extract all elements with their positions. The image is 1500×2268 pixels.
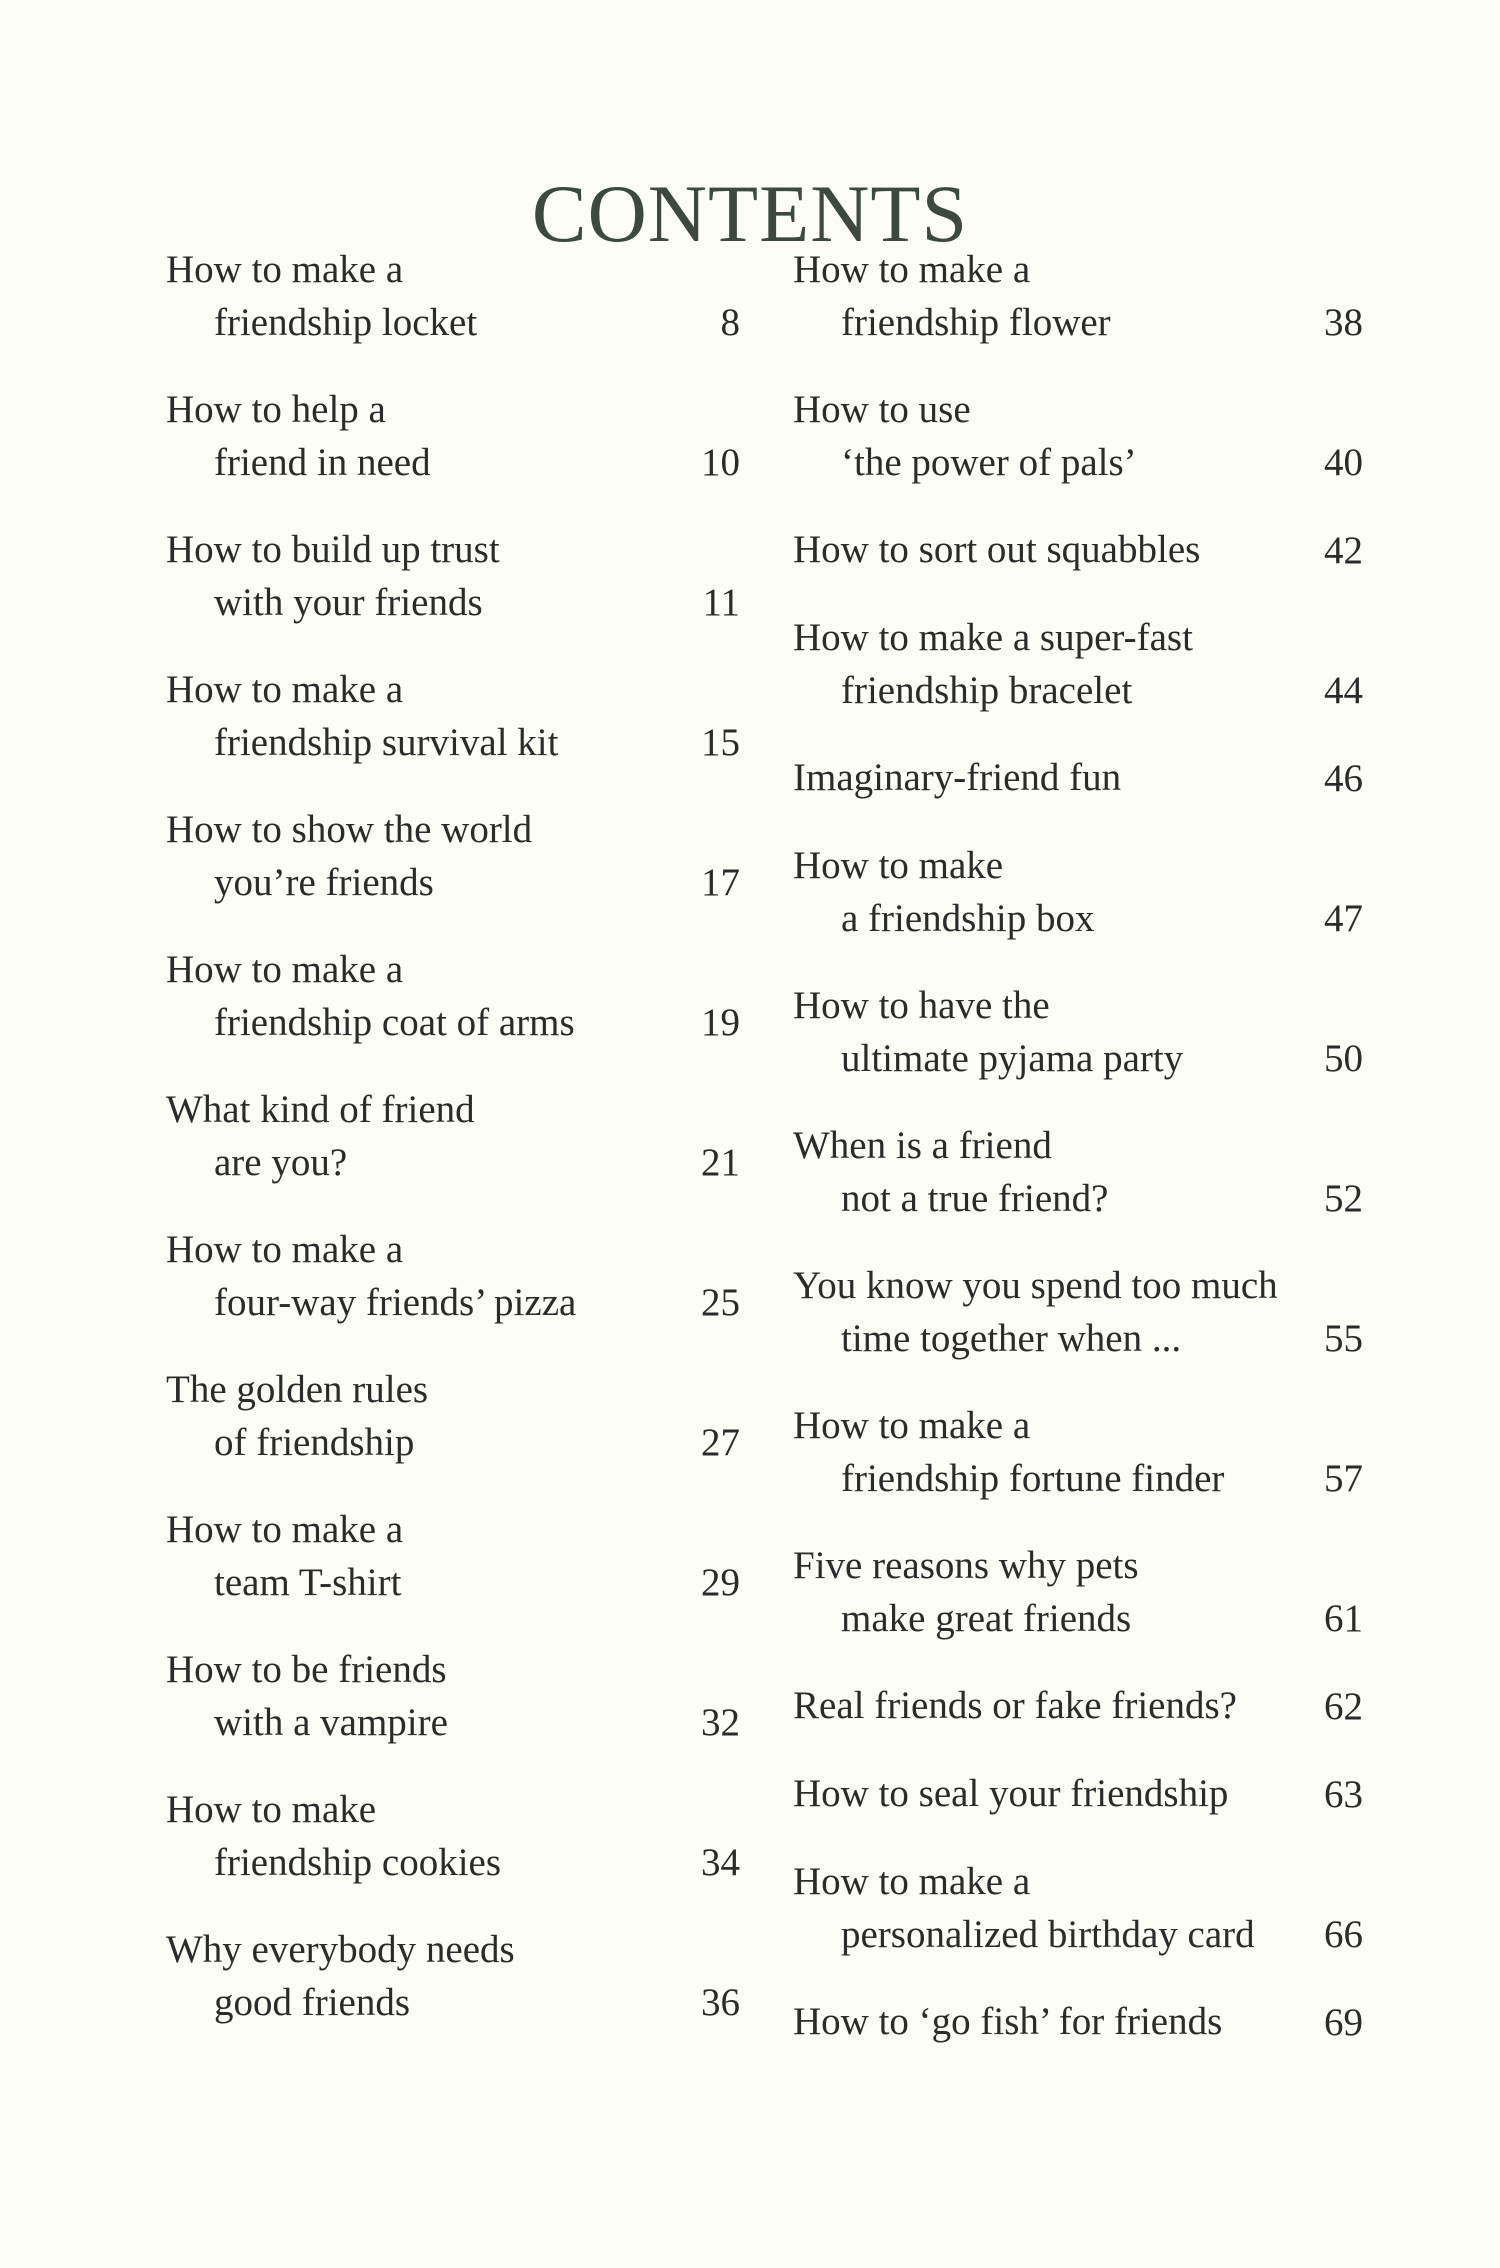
toc-entry <box>166 1924 740 2064</box>
toc-page-number: 8 <box>720 300 740 344</box>
toc-entry <box>793 1120 1363 1260</box>
toc-entry-title-line1: Imaginary-friend fun <box>793 756 1122 799</box>
contents-right-column <box>793 244 1363 2084</box>
toc-entry-title-line2: are you? <box>214 1140 348 1184</box>
toc-entry <box>166 944 740 1084</box>
toc-page-number: 46 <box>1324 756 1363 800</box>
toc-page-number: 66 <box>1324 1912 1363 1956</box>
toc-entry <box>166 1644 740 1784</box>
contents-left-column <box>166 244 740 2064</box>
toc-entry-title-line1: How to make a <box>166 1228 404 1271</box>
toc-page-number: 55 <box>1324 1316 1363 1360</box>
toc-page-number: 36 <box>701 1980 740 2024</box>
toc-entry-title-line1: How to make a <box>793 248 1031 291</box>
toc-entry-title-line1: You know you spend too much <box>793 1264 1278 1307</box>
toc-entry-title-line2: four-way friends’ pizza <box>214 1280 577 1324</box>
page-title: CONTENTS <box>531 167 969 259</box>
toc-entry <box>166 1504 740 1644</box>
toc-entry-title-line2: with your friends <box>214 580 483 624</box>
toc-page-number: 52 <box>1324 1176 1363 1220</box>
toc-page-number: 50 <box>1324 1036 1363 1080</box>
toc-page-number: 27 <box>701 1420 740 1464</box>
toc-entry <box>166 1784 740 1924</box>
toc-entry <box>793 752 1363 840</box>
toc-entry-title-line1: How to make a <box>166 248 404 291</box>
toc-entry <box>793 1768 1363 1856</box>
toc-entry <box>793 384 1363 524</box>
toc-entry-title-line2: with a vampire <box>214 1700 448 1744</box>
toc-page-number: 17 <box>701 860 740 904</box>
toc-entry <box>793 524 1363 612</box>
toc-entry-title-line2: of friendship <box>214 1420 415 1464</box>
toc-page-number: 57 <box>1324 1456 1363 1500</box>
toc-entry-title-line1: Why everybody needs <box>166 1928 515 1971</box>
toc-entry-title-line2: good friends <box>214 1980 411 2024</box>
toc-entry-title-line1: How to have the <box>793 984 1050 1027</box>
toc-page-number: 10 <box>701 440 740 484</box>
toc-entry-title-line2: friendship coat of arms <box>214 1000 575 1044</box>
toc-page-number: 15 <box>701 720 740 764</box>
toc-entry-title-line2: friendship locket <box>214 300 478 344</box>
toc-entry-title-line2: time together when ... <box>841 1316 1182 1360</box>
toc-entry <box>793 1400 1363 1540</box>
toc-page-number: 19 <box>701 1000 740 1044</box>
toc-entry-title-line1: How to make a <box>166 948 404 991</box>
toc-entry-title-line2: friend in need <box>214 440 431 484</box>
toc-entry-title-line2: not a true friend? <box>841 1176 1109 1220</box>
toc-page-number: 61 <box>1324 1596 1363 1640</box>
toc-entry-title-line2: friendship fortune finder <box>841 1456 1225 1500</box>
toc-entry-title-line1: The golden rules <box>166 1368 429 1411</box>
toc-entry <box>793 840 1363 980</box>
toc-entry <box>166 804 740 944</box>
toc-entry-title-line2: friendship survival kit <box>214 720 559 764</box>
toc-page-number: 21 <box>701 1140 740 1184</box>
toc-entry-title-line1: How to sort out squabbles <box>793 528 1201 571</box>
toc-entry-title-line1: How to make <box>166 1788 377 1831</box>
toc-entry-title-line1: When is a friend <box>793 1124 1052 1167</box>
toc-entry-title-line1: What kind of friend <box>166 1088 475 1131</box>
toc-entry-title-line2: personalized birthday card <box>841 1912 1255 1956</box>
toc-entry-title-line1: How to ‘go fish’ for friends <box>793 2000 1223 2043</box>
toc-entry-title-line2: make great friends <box>841 1596 1132 1640</box>
toc-entry-title-line1: How to make a super-fast <box>793 616 1193 659</box>
toc-entry-title-line1: Real friends or fake friends? <box>793 1684 1237 1727</box>
toc-page-number: 38 <box>1324 300 1363 344</box>
toc-entry <box>793 1680 1363 1768</box>
toc-entry <box>793 1540 1363 1680</box>
toc-entry-title-line1: How to make a <box>166 668 404 711</box>
toc-entry-title-line1: How to help a <box>166 388 386 431</box>
toc-entry-title-line1: How to build up trust <box>166 528 500 571</box>
toc-entry-title-line2: you’re friends <box>214 860 434 904</box>
toc-entry-title-line1: Five reasons why pets <box>793 1544 1139 1587</box>
toc-page-number: 25 <box>701 1280 740 1324</box>
toc-entry <box>793 612 1363 752</box>
toc-entry <box>166 1224 740 1364</box>
toc-entry-title-line2: a friendship box <box>841 896 1095 940</box>
toc-entry-title-line2: ‘the power of pals’ <box>841 440 1137 484</box>
toc-entry-title-line1: How to make a <box>166 1508 404 1551</box>
toc-entry <box>166 384 740 524</box>
toc-page-number: 44 <box>1324 668 1363 712</box>
toc-entry-title-line1: How to make a <box>793 1860 1031 1903</box>
toc-entry-title-line2: friendship bracelet <box>841 668 1133 712</box>
toc-page-number: 47 <box>1324 896 1363 940</box>
toc-entry <box>166 244 740 384</box>
toc-page-number: 29 <box>701 1560 740 1604</box>
toc-entry <box>793 1996 1363 2084</box>
toc-entry-title-line2: team T-shirt <box>214 1560 402 1604</box>
toc-page-number: 63 <box>1324 1772 1363 1816</box>
toc-entry-title-line1: How to show the world <box>166 808 533 851</box>
toc-entry <box>166 664 740 804</box>
toc-entry-title-line2: friendship cookies <box>214 1840 502 1884</box>
toc-entry-title-line1: How to use <box>793 388 971 431</box>
toc-entry <box>793 244 1363 384</box>
toc-entry <box>166 1084 740 1224</box>
toc-page-number: 32 <box>701 1700 740 1744</box>
toc-entry <box>793 1260 1363 1400</box>
toc-page-number: 11 <box>702 580 740 624</box>
toc-entry <box>793 1856 1363 1996</box>
toc-entry <box>166 1364 740 1504</box>
toc-entry-title-line2: friendship flower <box>841 300 1111 344</box>
toc-page-number: 34 <box>701 1840 740 1884</box>
toc-entry-title-line1: How to be friends <box>166 1648 447 1691</box>
toc-page-number: 40 <box>1324 440 1363 484</box>
toc-entry <box>166 524 740 664</box>
toc-entry <box>793 980 1363 1120</box>
toc-entry-title-line1: How to make a <box>793 1404 1031 1447</box>
toc-entry-title-line1: How to make <box>793 844 1004 887</box>
toc-page-number: 69 <box>1324 2000 1363 2044</box>
toc-page-number: 62 <box>1324 1684 1363 1728</box>
toc-entry-title-line2: ultimate pyjama party <box>841 1036 1184 1080</box>
toc-page-number: 42 <box>1324 528 1363 572</box>
toc-entry-title-line1: How to seal your friendship <box>793 1772 1229 1815</box>
